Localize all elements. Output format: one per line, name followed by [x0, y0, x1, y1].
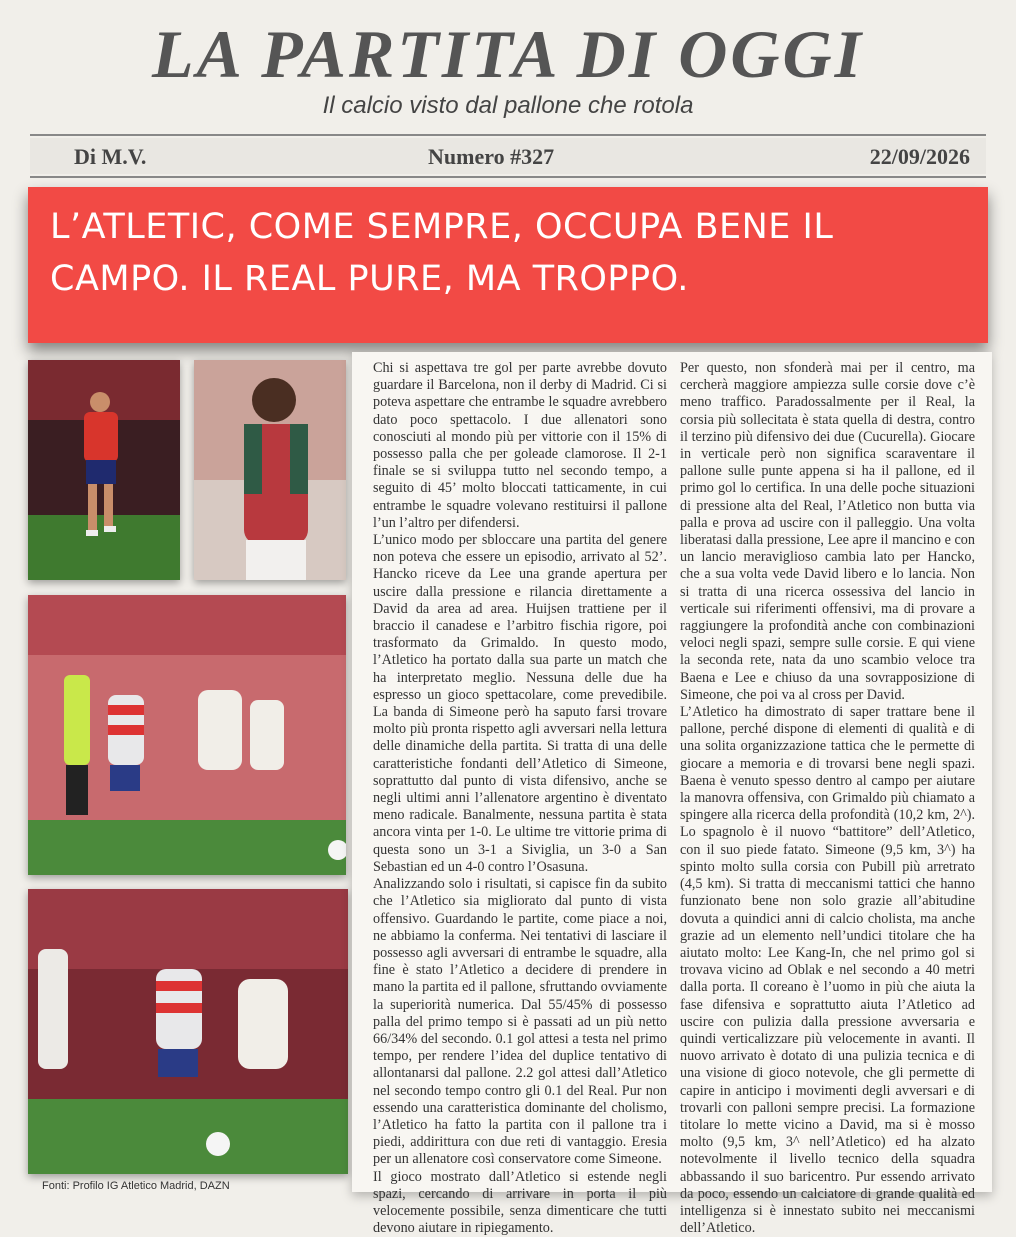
info-bar	[30, 138, 986, 174]
author: Di M.V.	[74, 144, 147, 169]
paragraph: Analizzando solo i risultati, si capisce fin da subito che l’Atletico sia migliorato dal punto di vista offensivo. Guardando le partite, come piace a noi, ne abbiamo la conferma. Nei tentativi di lasciare il possesso agli avversari di entrambe le squadre, alla fine è stato l’Atletico a decidere di prendere in mano la partita ed il pallone, sfruttando ovviamente la superiorità numerica. Dal 55/45% di possesso palla del primo tempo si è passati ad un più netto 66/34% del secondo. 0.1 gol attesi a testa nel primo tempo, per rendere l’idea del duplice tentativo di allontanarsi dal pallone. 2.2 gol attesi dall’Atletico nel secondo tempo contro gli 0.1 del Real. Pur non essendo una caratteristica dominante del cholismo, l’Atletico ha fatto la partita con il pallone tra i piedi, addirittura con due reti di vantaggio. Eresia per un allenatore così conservatore come Simeone.	[373, 876, 667, 1168]
photo-player-portrait	[194, 360, 346, 580]
headline-banner	[28, 187, 988, 343]
masthead-title: LA PARTITA DI OGGI	[151, 16, 865, 92]
photo-match-action	[28, 595, 346, 875]
headline-line-2: CAMPO. IL REAL PURE, MA TROPPO.	[50, 259, 689, 299]
paragraph: L’unico modo per sbloccare una partita del genere non poteva che essere un episodio, arrivato al 52’. Hancko riceve da Lee una grande apertura per uscire dalla pressione e rilancia direttamente a David da area ad area. Huijsen trattiene per il braccio il canadese e l’arbitro fischia rigore, poi trasformato da Grimaldo. In questo modo, l’Atletico ha portato dalla sua parte un match che ha interpretato meglio. Nessuna delle due ha espresso un gioco spettacolare, come prevedibile. La banda di Simeone però ha saputo farsi trovare molto più pronta rispetto agli avversari nella lettura delle dinamiche della partita. Si tratta di una delle caratteristiche fondanti dell’Atletico di Simeone, soprattutto dal punto di vista difensivo, anche se negli ultimi anni l’allenatore argentino è diventato meno radicale. Banalmente, nessuna partita è stata ancora vinta per 1-0. Le ultime tre vittorie prima di questa sono un 3-1 a Siviglia, un 3-0 a San Sebastian ed un 4-0 contro l’Osasuna.	[373, 532, 667, 875]
masthead-tagline: Il calcio visto dal pallone che rotola	[322, 92, 694, 119]
issue-number: Numero #327	[428, 144, 555, 169]
photo-credits: Fonti: Profilo IG Atletico Madrid, DAZN	[42, 1180, 230, 1192]
paragraph: L’Atletico ha dimostrato di saper trattare bene il pallone, perché dispone di elementi di qualità e di una solita organizzazione tattica che le permette di giocare a memoria e di trovarsi bene negli spazi. Baena è venuto spesso dentro al campo per aiutare la manovra offensiva, con Grimaldo più chiamato a spingere alla ricerca della profondità (10,2 km, 2^). Lo spagnolo è il nuovo “battitore” dell’Atletico, con il suo piede fatato. Simeone (9,5 km, 3^) ha spinto molto sulla corsia con Pubill più arretrato (4,5 km). Si tratta di meccanismi tattici che hanno funzionato bene non solo grazie all’abitudine dovuta a quindici anni di calcio cholista, ma anche grazie ad un elemento nell’undici titolare che ha aiutato molto: Lee Kang-In, che nel primo gol si trovava vicino ad Oblak e nel secondo a 40 metri dalla porta. Il coreano è l’uomo in più che aiuta la fase difensiva e soprattutto aiuta l’Atletico ad uscire con pulizia dalla pressione avversaria e quindi verticalizzare più velocemente in avanti. Il nuovo arrivato è dotato di una pulizia tecnica e di una visione di gioco notevole, che gli permette di capire in anticipo i movimenti degli avversari e di trovarli con palloni sempre precisi. La formazione titolare lo mette vicino a David, ma si è mosso molto (9,5 km, 3^ nell’Atletico) ed ha alzato notevolmente il livello tecnico della squadra abbassando il suo baricentro. Pur essendo arrivato da poco, essendo un calciatore di grande qualità ed intelligenza si è innestato subito nei meccanismi dell’Atletico.	[680, 704, 975, 1237]
article-column-2	[680, 360, 975, 1237]
photo-player-walking	[28, 360, 180, 580]
article-column-1	[373, 360, 667, 1237]
paragraph: Per questo, non sfonderà mai per il centro, ma cercherà maggiore ampiezza sulle corsie dove c’è meno traffico. Paradossalmente per il Real, la corsia più sollecitata è stata quella di destra, contro il terzino più difensivo dei due (Cucurella). Giocare in verticale però non significa scaraventare il pallone sulle punte appena si ha il pallone, ed il primo gol lo certifica. In una delle poche situazioni di pressione alta del Real, l’Atletico non butta via palla e prova ad uscire con il palleggio. Una volta liberatasi dalla pressione, Lee apre il mancino e con un lancio meraviglioso cambia lato per Hancko, che a sua volta vede David libero e lo lancia. Non si tratta di una ricerca ossessiva del lancio in verticale sui riferimenti offensivi, ma di provare a raggiungere la profondità anche con combinazioni veloci negli spazi, sempre sulle corsie. E qui viene la seconda rete, nata da uno scambio veloce tra Baena e Lee e chiuso da una sovrapposizione di Simeone, che poi va al cross per David.	[680, 360, 975, 703]
paragraph: Il gioco mostrato dall’Atletico si estende negli spazi, cercando di arrivare in porta il più velocemente possibile, senza dimenticare che tutti devono aiutare in ripiegamento.	[373, 1168, 667, 1237]
bottom-rule	[30, 176, 986, 178]
photo-match-duel	[28, 889, 348, 1174]
paragraph: Chi si aspettava tre gol per parte avrebbe dovuto guardare il Barcelona, non il derby di Madrid. Ci si poteva aspettare che entrambe le squadre avrebbero dato poco spettacolo. I due allenatori sono conosciuti al mondo più per vittorie con il 15% di possesso palla che per goleade clamorose. Il 2-1 finale se si sviluppa tutto nel secondo tempo, a seguito di 45’ molto bloccati tatticamente, in cui entrambe le squadre volevano restituirsi il pallone l’un l’altro per difendersi.	[373, 360, 667, 531]
headline-line-1: L’ATLETIC, COME SEMPRE, OCCUPA BENE IL	[50, 207, 834, 247]
issue-date: 22/09/2026	[869, 144, 970, 169]
top-rule	[30, 134, 986, 136]
